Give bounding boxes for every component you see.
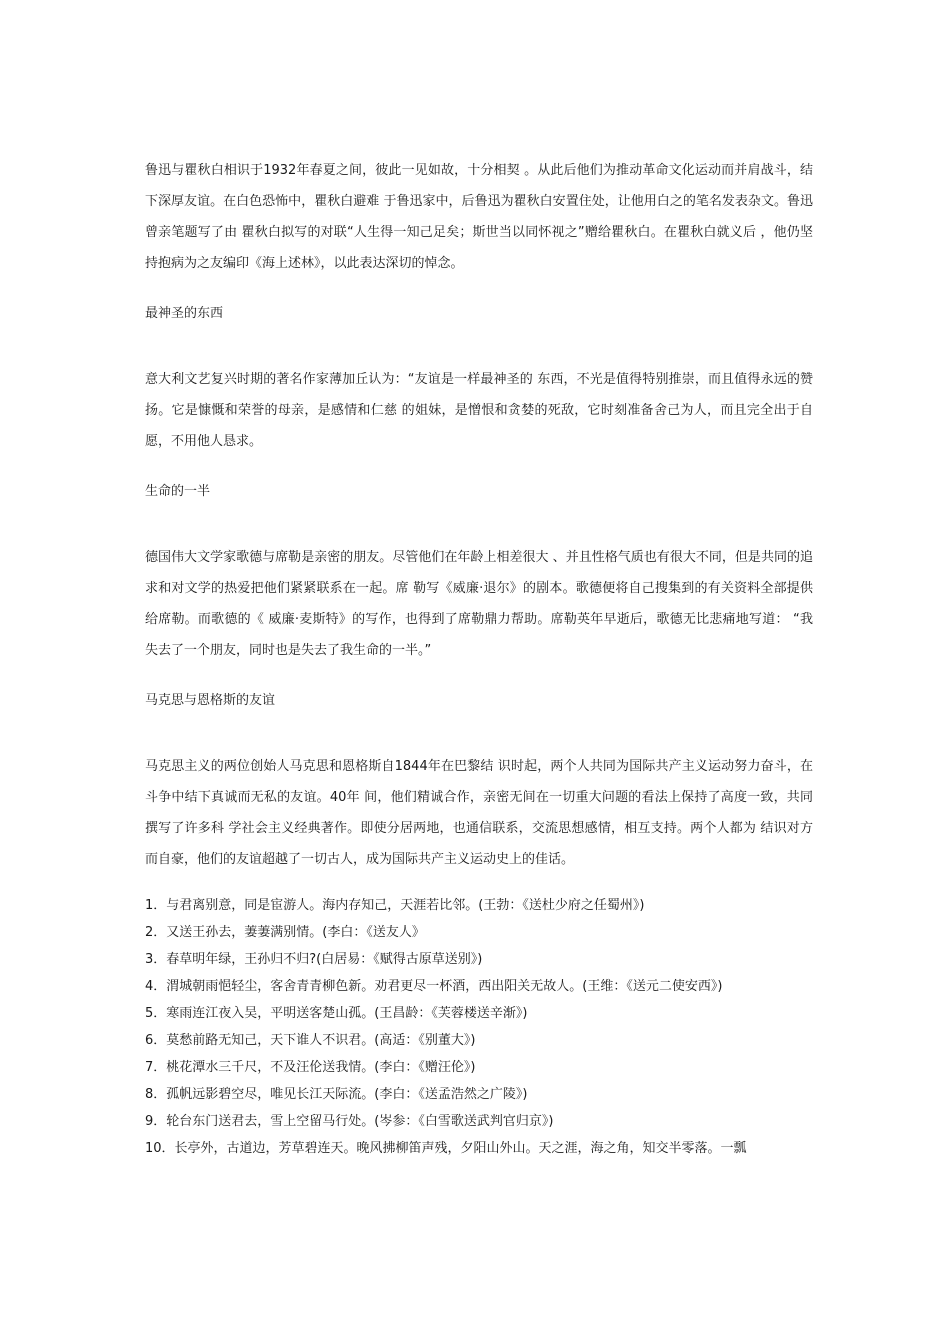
paragraph-goethe-schiller: 德国伟大文学家歌德与席勒是亲密的朋友。尽管他们在年龄上相差很大 、并且性格气质也有很大不同，但是共同的追求和对文学的热爱把他们紧紧联系在一起。席 勒写《威廉·退尔》的剧本。歌德便将自己搜集到的有关资料全部提供给席勒。而歌德的《 威廉·麦斯特》的写作，也得到了席勒鼎力帮助。席勒英年早逝后，歌德无比悲痛地写道： “我失去了一个朋友，同时也是失去了我生命的一半。” — [145, 550, 813, 658]
paragraph-boccaccio: 意大利文艺复兴时期的著名作家薄加丘认为：“友谊是一样最神圣的 东西，不光是值得特别推崇，而且值得永远的赞扬。它是慷慨和荣誉的母亲，是感情和仁慈 的姐妹，是憎恨和贪婪的死敌，它时刻准备舍己为人，而且完全出于自愿，不用他人恳求。 — [145, 372, 813, 449]
document-body — [145, 155, 813, 1162]
paragraph-lu-xun-qu-qiubai: 鲁迅与瞿秋白相识于1932年春夏之间，彼此一见如故，十分相契 。从此后他们为推动革命文化运动而并肩战斗，结下深厚友谊。在白色恐怖中，瞿秋白避难 于鲁迅家中，后鲁迅为瞿秋白安置住处，让他用白之的笔名发表杂文。鲁迅曾亲笔题写了由 瞿秋白拟写的对联“人生得一知己足矣；斯世当以同怀视之”赠给瞿秋白。在瞿秋白就义后 ，他仍坚持抱病为之友编印《海上述林》，以此表达深切的悼念。 — [145, 163, 813, 271]
poem-item: 10．长亭外，古道边，芳草碧连天。晚风拂柳笛声残，夕阳山外山。天之涯，海之角，知交半零落。一瓢 — [145, 1141, 747, 1156]
poem-item: 1．与君离别意，同是宦游人。海内存知己，天涯若比邻。(王勃：《送杜少府之任蜀州》) — [145, 898, 645, 913]
poem-item: 6．莫愁前路无知己，天下谁人不识君。(高适：《别董大》) — [145, 1033, 476, 1048]
heading-half-of-life: 生命的一半 — [145, 484, 211, 499]
poem-item: 4．渭城朝雨悒轻尘，客舍青青柳色新。劝君更尽一杯酒，西出阳关无故人。(王维：《送元二使安西》) — [145, 979, 723, 994]
poem-item: 9．轮台东门送君去，雪上空留马行处。(岑参：《白雪歌送武判官归京》) — [145, 1114, 554, 1129]
poem-list — [145, 892, 813, 1162]
heading-marx-engels: 马克思与恩格斯的友谊 — [145, 693, 276, 708]
heading-most-sacred: 最神圣的东西 — [145, 306, 224, 321]
paragraph-marx-engels: 马克思主义的两位创始人马克思和恩格斯自1844年在巴黎结 识时起，两个人共同为国际共产主义运动努力奋斗，在斗争中结下真诚而无私的友谊。40年 间，他们精诚合作，亲密无间在一切重大问题的看法上保持了高度一致，共同撰写了许多科 学社会主义经典著作。即使分居两地，也通信联系，交流思想感情，相互支持。两个人都为 结识对方而自豪，他们的友谊超越了一切古人，成为国际共产主义运动史上的佳话。 — [145, 759, 813, 867]
poem-item: 8．孤帆远影碧空尽，唯见长江天际流。(李白：《送孟浩然之广陵》) — [145, 1087, 528, 1102]
poem-item: 2．又送王孙去，萋萋满别情。(李白：《送友人》 — [145, 925, 425, 940]
poem-item: 7．桃花潭水三千尺，不及汪伦送我情。(李白：《赠汪伦》) — [145, 1060, 476, 1075]
poem-item: 3．春草明年绿，王孙归不归?(白居易：《赋得古原草送别》) — [145, 952, 483, 967]
poem-item: 5．寒雨连江夜入吴，平明送客楚山孤。(王昌龄：《芙蓉楼送辛渐》) — [145, 1006, 528, 1021]
